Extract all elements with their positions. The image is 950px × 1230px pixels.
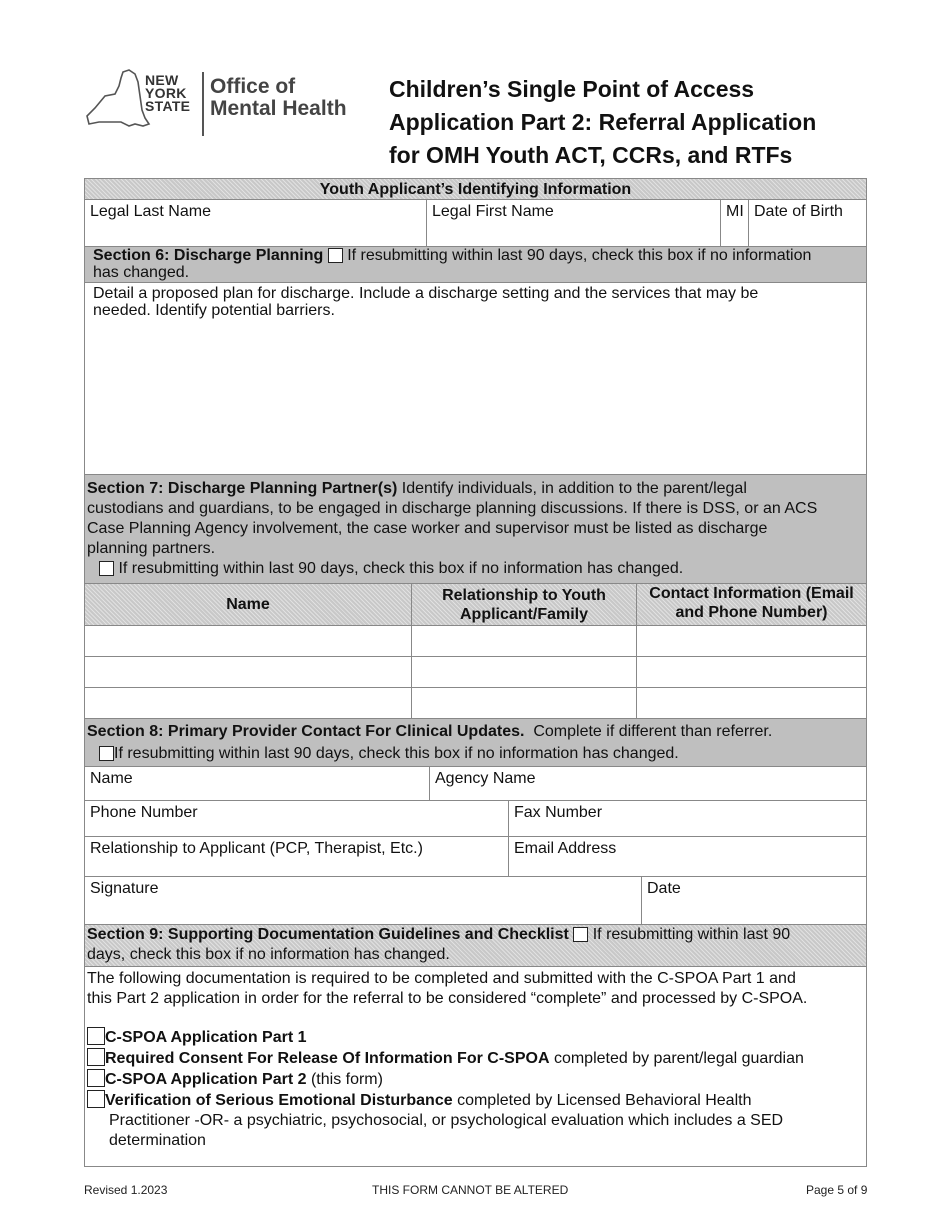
- section8-title-rest: Complete if different than referrer.: [533, 723, 773, 740]
- section9-body: [85, 967, 866, 1166]
- checklist-item-consent: Required Consent For Release Of Information For C-SPOA completed by parent/legal guardian: [87, 1048, 864, 1069]
- table-row: [85, 657, 866, 688]
- section7-header: [85, 475, 866, 584]
- relationship-to-applicant-field[interactable]: [85, 837, 509, 876]
- section8-name-row: [85, 767, 866, 801]
- logo-divider: [202, 72, 204, 136]
- partner-name-cell[interactable]: [85, 626, 412, 656]
- section9-header: [85, 925, 866, 967]
- section9-resubmit-text-line1: If resubmitting within last 90: [592, 926, 791, 943]
- email-address-field[interactable]: [509, 837, 866, 876]
- page-number: Page 5 of 9: [806, 1183, 868, 1197]
- referral-form: [84, 178, 867, 1167]
- section6-resubmit-text-line1: If resubmitting within last 90 days, check this box if no information: [347, 247, 812, 264]
- checklist-checkbox-consent[interactable]: [87, 1048, 105, 1066]
- section7-line2: custodians and guardians, to be engaged in discharge planning discussions. If there is DSS, or an ACS: [87, 500, 818, 517]
- section6-resubmit-text-line2: has changed.: [93, 264, 190, 281]
- checklist-checkbox-sed-verification[interactable]: [87, 1090, 105, 1108]
- partner-relationship-cell[interactable]: [412, 626, 637, 656]
- section9-intro-line1: The following documentation is required to be completed and submitted with the C-SPOA Part 1 and: [87, 970, 796, 987]
- provider-name-field[interactable]: [85, 767, 430, 800]
- fax-number-label: Fax Number: [514, 804, 603, 821]
- partner-relationship-cell[interactable]: [412, 688, 637, 718]
- section7-table-header: [85, 584, 866, 626]
- checklist-item-part1: C-SPOA Application Part 1: [87, 1027, 864, 1048]
- legal-first-name-field[interactable]: [427, 200, 721, 246]
- legal-first-name-label: Legal First Name: [432, 203, 554, 220]
- section8-relationship-row: [85, 837, 866, 877]
- partner-relationship-cell[interactable]: [412, 657, 637, 687]
- section6-detail-line1: Detail a proposed plan for discharge. Include a discharge setting and the services that may be: [93, 285, 759, 302]
- section9-intro-line2: this Part 2 application in order for the referral to be considered “complete” and processed by C-SPOA.: [87, 990, 808, 1007]
- checklist-checkbox-part2[interactable]: [87, 1069, 105, 1087]
- nys-omh-logo: [85, 66, 375, 142]
- section8-signature-row: [85, 877, 866, 925]
- checklist-item-sed-cont1: Practitioner -OR- a psychiatric, psychosocial, or psychological evaluation which includes a SED: [109, 1112, 784, 1129]
- section6-resubmit-checkbox[interactable]: [328, 248, 343, 263]
- section8-resubmit-text: If resubmitting within last 90 days, check this box if no information has changed.: [114, 745, 679, 762]
- ny-state-wordmark: NEW YORK STATE: [145, 72, 191, 114]
- checklist-item-sed-cont2: determination: [109, 1132, 206, 1149]
- section9-title: Section 9: Supporting Documentation Guidelines and Checklist: [87, 926, 569, 943]
- section7-title: Section 7: Discharge Planning Partner(s): [87, 480, 398, 497]
- partner-name-cell[interactable]: [85, 657, 412, 687]
- section9-resubmit-checkbox[interactable]: [573, 927, 588, 942]
- checklist-item-part2: C-SPOA Application Part 2 (this form): [87, 1069, 864, 1090]
- legal-last-name-label: Legal Last Name: [90, 203, 211, 220]
- section6-title: Section 6: Discharge Planning: [93, 247, 324, 264]
- agency-name-field[interactable]: [430, 767, 866, 800]
- col-header-name: Name: [85, 584, 412, 625]
- table-row: [85, 626, 866, 657]
- partner-contact-cell[interactable]: [637, 626, 866, 656]
- section8-title: Section 8: Primary Provider Contact For Clinical Updates.: [87, 723, 525, 740]
- signature-label: Signature: [90, 880, 159, 897]
- omh-wordmark: Office of Mental Health: [210, 75, 347, 120]
- section7-line4: planning partners.: [87, 540, 216, 557]
- phone-number-label: Phone Number: [90, 804, 198, 821]
- fax-number-field[interactable]: [509, 801, 866, 836]
- section7-resubmit-text: If resubmitting within last 90 days, check this box if no information has changed.: [118, 560, 684, 577]
- signature-field[interactable]: [85, 877, 642, 924]
- section7-resubmit-checkbox[interactable]: [99, 561, 114, 576]
- form-notice: THIS FORM CANNOT BE ALTERED: [372, 1183, 569, 1197]
- identifying-info-header: Youth Applicant’s Identifying Information: [85, 179, 866, 200]
- identifying-info-row: [85, 200, 866, 247]
- date-of-birth-label: Date of Birth: [754, 203, 843, 220]
- legal-last-name-field[interactable]: [85, 200, 427, 246]
- section6-detail-line2: needed. Identify potential barriers.: [93, 302, 335, 319]
- section8-header: [85, 719, 866, 767]
- section7-line3: Case Planning Agency involvement, the case worker and supervisor must be listed as discharge: [87, 520, 768, 537]
- section7-line1: Identify individuals, in addition to the parent/legal: [401, 480, 747, 497]
- section9-resubmit-text-line2: days, check this box if no information has changed.: [87, 946, 450, 963]
- middle-initial-field[interactable]: [721, 200, 749, 246]
- partner-contact-cell[interactable]: [637, 657, 866, 687]
- section6-header: [85, 247, 866, 283]
- email-address-label: Email Address: [514, 840, 617, 857]
- date-of-birth-field[interactable]: [749, 200, 866, 246]
- section8-phone-row: [85, 801, 866, 837]
- checklist-item-sed-verification: Verification of Serious Emotional Disturbance completed by Licensed Behavioral Health: [87, 1090, 864, 1111]
- section8-resubmit-checkbox[interactable]: [99, 746, 114, 761]
- provider-name-label: Name: [90, 770, 133, 787]
- phone-number-field[interactable]: [85, 801, 509, 836]
- revision-date: Revised 1.2023: [84, 1183, 168, 1197]
- form-title: Children’s Single Point of Access Application Part 2: Referral Application for OMH Youth ACT, CCRs, and RTFs: [389, 76, 817, 168]
- partner-name-cell[interactable]: [85, 688, 412, 718]
- relationship-to-applicant-label: Relationship to Applicant (PCP, Therapist, Etc.): [90, 840, 423, 857]
- section6-discharge-plan-field[interactable]: [85, 283, 866, 475]
- partner-contact-cell[interactable]: [637, 688, 866, 718]
- col-header-relationship: Relationship to Youth Applicant/Family: [412, 584, 637, 625]
- checklist-checkbox-part1[interactable]: [87, 1027, 105, 1045]
- date-label: Date: [647, 880, 681, 897]
- date-field[interactable]: [642, 877, 866, 924]
- col-header-contact: Contact Information (Email and Phone Number): [649, 585, 854, 621]
- table-row: [85, 688, 866, 719]
- agency-name-label: Agency Name: [435, 770, 536, 787]
- middle-initial-label: MI: [726, 203, 744, 220]
